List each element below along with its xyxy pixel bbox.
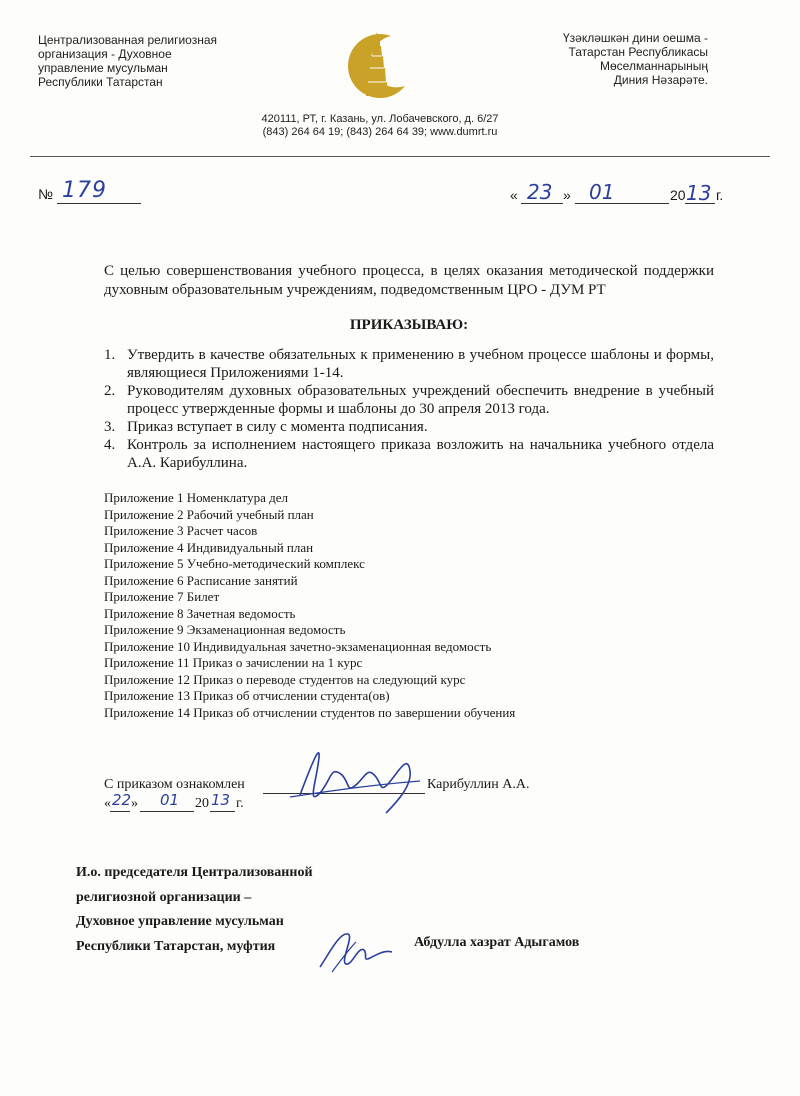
appendix-item: Приложение 13 Приказ об отчислении студента(ов) xyxy=(104,688,390,703)
order-item-number: 1. xyxy=(104,347,116,363)
address-line: 420111, РТ, г. Казань, ул. Лобачевского, д. 6/27 xyxy=(261,113,499,125)
ack-date-month-underline xyxy=(140,811,194,812)
ack-date-day: 22 xyxy=(112,791,132,809)
header-left-line: организация - Духовное xyxy=(38,47,172,61)
signatory-title xyxy=(76,861,313,959)
order-heading: ПРИКАЗЫВАЮ: xyxy=(349,317,469,333)
date-month: 01 xyxy=(589,180,615,204)
document-number-underline xyxy=(57,203,141,204)
order-item-text: Контроль за исполнением настоящего приказа возложить на начальника учебного отдела А.А. Карибуллина. xyxy=(127,437,714,471)
order-item-text: Руководителям духовных образовательных учреждений обеспечить внедрение в учебный процесс утвержденные формы и шаблоны до 30 апреля 2013 года. xyxy=(127,383,714,417)
ack-date-year-underline xyxy=(210,811,235,812)
signatory-name: Абдулла хазрат Адыгамов xyxy=(414,935,580,950)
intro-paragraph: С целью совершенствования учебного процесса, в целях оказания методической поддержки духовным образовательным учреждениям, подведомственным ЦРО - ДУМ РТ xyxy=(104,263,714,298)
order-item-number: 3. xyxy=(104,419,116,435)
appendix-item: Приложение 12 Приказ о переводе студентов на следующий курс xyxy=(104,671,466,687)
ack-date-year-prefix: 20 xyxy=(195,796,209,811)
order-item-number: 4. xyxy=(104,437,116,453)
appendix-item: Приложение 2 Рабочий учебный план xyxy=(104,506,314,522)
document-number-value: 179 xyxy=(62,178,107,203)
appendix-list xyxy=(104,490,704,721)
appendix-item: Приложение 4 Индивидуальный план xyxy=(104,539,314,555)
signatory-title-line: И.о. председателя Централизованной xyxy=(76,865,313,880)
appendix-item: Приложение 10 Индивидуальная зачетно-экзаменационная ведомость xyxy=(104,638,492,654)
appendix-item: Приложение 11 Приказ о зачислении на 1 курс xyxy=(104,655,363,670)
order-item xyxy=(104,418,714,436)
acknowledgement-name: Карибуллин А.А. xyxy=(427,777,530,792)
organization-name-tatar xyxy=(468,31,708,87)
header-divider xyxy=(30,156,770,157)
crescent-minaret-logo-icon xyxy=(339,26,415,110)
appendix-item: Приложение 8 Зачетная ведомость xyxy=(104,605,296,621)
signatory-title-line: Республики Татарстан, муфтия xyxy=(76,938,276,954)
appendix-item: Приложение 6 Расписание занятий xyxy=(104,572,298,588)
header-left-line: Республики Татарстан xyxy=(38,75,163,89)
ack-date-suffix: г. xyxy=(236,796,244,811)
date-open-quote: « xyxy=(510,187,518,203)
date-close-quote: » xyxy=(563,187,571,203)
organization-name-russian xyxy=(38,33,258,89)
order-item-text: Приказ вступает в силу с момента подписания. xyxy=(127,419,428,435)
appendix-item: Приложение 1 Номенклатура дел xyxy=(104,490,289,505)
date-day: 23 xyxy=(527,180,553,204)
date-suffix: г. xyxy=(716,187,724,203)
ack-date-close-quote: » xyxy=(131,796,138,811)
appendix-item: Приложение 3 Расчет часов xyxy=(104,523,258,538)
document-number-label: № xyxy=(38,186,54,202)
appendix-item: Приложение 7 Билет xyxy=(104,589,220,604)
signatory-title-line: религиозной организации – xyxy=(76,889,252,905)
order-items-list xyxy=(104,346,714,472)
mufti-signature-icon xyxy=(310,922,400,977)
ack-date-day-underline xyxy=(110,811,130,812)
header-right-line: Диния Нəзарəте. xyxy=(613,73,708,87)
order-item-text: Утвердить в качестве обязательных к применению в учебном процессе шаблоны и формы, являющиеся Приложениями 1-14. xyxy=(127,347,714,381)
acknowledgement-text: С приказом ознакомлен xyxy=(104,777,245,792)
appendix-item: Приложение 9 Экзаменационная ведомость xyxy=(104,622,346,637)
date-year-suffix: 13 xyxy=(686,181,712,205)
order-item xyxy=(104,382,714,418)
header-right-line: Мөселманнарының xyxy=(600,59,708,73)
signatory-title-line: Духовное управление мусульман xyxy=(76,914,284,929)
karibullin-signature-icon xyxy=(260,735,440,815)
address-line: (843) 264 64 19; (843) 264 64 39; www.dumrt.ru xyxy=(262,126,498,138)
ack-date-year-suffix: 13 xyxy=(211,791,231,809)
date-year-prefix: 20 xyxy=(670,187,686,203)
header-left-line: Централизованная религиозная xyxy=(38,33,218,47)
header-right-line: Татарстан Республикасы xyxy=(568,45,708,59)
ack-date-open-quote: « xyxy=(104,796,111,811)
order-item-number: 2. xyxy=(104,383,116,399)
ack-date-month: 01 xyxy=(160,791,180,809)
order-item xyxy=(104,436,714,472)
header-left-line: управление мусульман xyxy=(38,61,168,75)
appendix-item: Приложение 5 Учебно-методический комплекс xyxy=(104,556,365,571)
appendix-item: Приложение 14 Приказ об отчислении студентов по завершении обучения xyxy=(104,704,516,720)
order-item xyxy=(104,346,714,382)
header-right-line: Үзәклəшкəн дини оешма - xyxy=(562,31,708,45)
organization-address xyxy=(200,113,560,139)
